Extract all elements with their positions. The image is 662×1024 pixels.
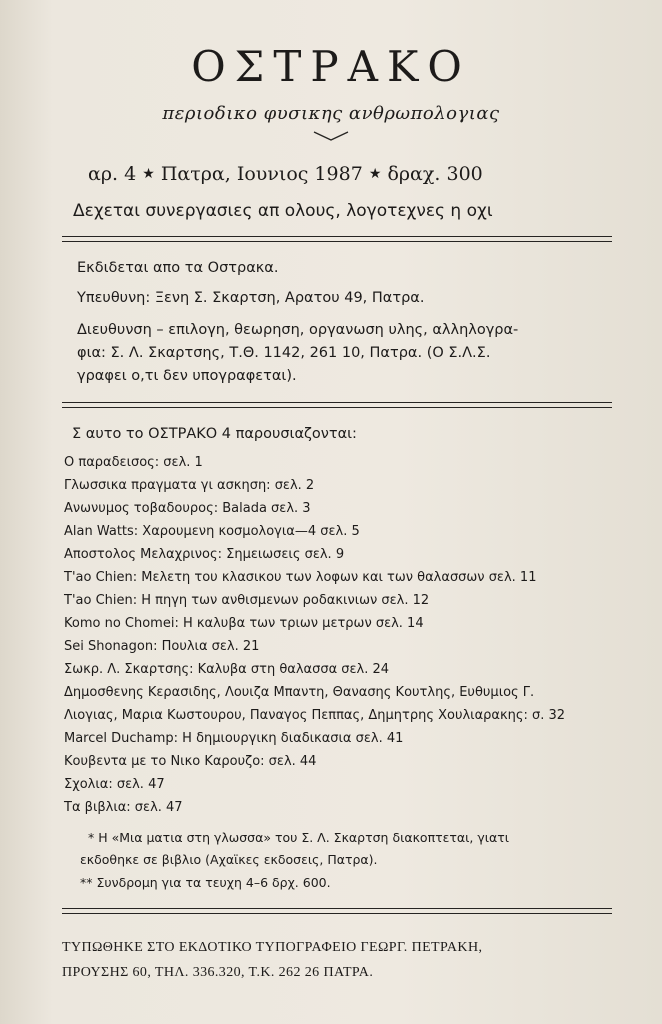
contents-entry: Alan Watts: Χαρουμενη κοσμολογια—4 σελ. 5 — [64, 524, 360, 539]
contents-entry: Δημοσθενης Κερασιδης, Λουιζα Μπαντη, Θανασης Κουτλης, Ευθυμιος Γ. — [64, 685, 535, 700]
contents-heading: Σ αυτο το ΟΣΤΡΑΚΟ 4 παρουσιαζονται: — [72, 426, 357, 442]
contents-entry: Κουβεντα με το Νικο Καρουζο: σελ. 44 — [64, 754, 317, 769]
direction-line: γραφει ο,τι δεν υπογραφεται). — [77, 368, 297, 384]
contents-entry: Λιογιας, Μαρια Κωστουρου, Παναγος Πεππας, Δημητρης Χουλιαρακης: σ. 32 — [64, 708, 566, 723]
editor-line: Υπευθυνη: Ξενη Σ. Σκαρτση, Αρατου 49, Πατρα. — [77, 290, 425, 306]
direction-line: φια: Σ. Λ. Σκαρτσης, Τ.Θ. 1142, 261 10, Πατρα. (Ο Σ.Λ.Σ. — [77, 345, 491, 361]
contents-entry: Τα βιβλια: σελ. 47 — [64, 800, 183, 815]
divider — [62, 241, 612, 242]
direction-line: Διευθυνση – επιλογη, θεωρηση, οργανωση υλης, αλληλογρα- — [77, 322, 519, 338]
contents-entry: T'ao Chien: Μελετη του κλασικου των λοφων και των θαλασσων σελ. 11 — [64, 570, 537, 585]
printer-line: ΤΥΠΩΘΗΚΕ ΣΤΟ ΕΚΔΟΤΙΚΟ ΤΥΠΟΓΡΑΦΕΙΟ ΓΕΩΡΓ. ΠΕΤΡΑΚΗ, — [62, 940, 483, 955]
divider — [62, 402, 612, 403]
contents-entry: Sei Shonagon: Πουλια σελ. 21 — [64, 639, 260, 654]
contents-entry: Σχολια: σελ. 47 — [64, 777, 165, 792]
publisher-line: Εκδιδεται απο τα Οστρακα. — [77, 260, 279, 276]
contents-entry: Ανωνυμος τοβαδουρος: Balada σελ. 3 — [64, 501, 311, 516]
contents-entry: Σωκρ. Λ. Σκαρτσης: Καλυβα στη θαλασσα σελ. 24 — [64, 662, 390, 677]
magazine-subtitle: περιοδικο φυσικης ανθρωπολογιας — [162, 103, 500, 124]
city-date: Πατρα, Ιουνιος 1987 — [160, 163, 363, 185]
contents-entry: Γλωσσικα πραγματα γι ασκηση: σελ. 2 — [64, 478, 315, 493]
contents-entry: T'ao Chien: Η πηγη των ανθισμενων ροδακινιων σελ. 12 — [64, 593, 430, 608]
magazine-title: ΟΣΤΡΑΚΟ — [191, 42, 471, 91]
motto: Δεχεται συνεργασιες απ ολους, λογοτεχνες η οχι — [73, 201, 493, 221]
chevron-ornament-icon — [313, 130, 349, 142]
divider — [62, 913, 612, 914]
issue-number: αρ. 4 — [88, 163, 137, 185]
contents-entry: Αποστολος Μελαχρινος: Σημειωσεις σελ. 9 — [64, 547, 345, 562]
divider — [62, 236, 612, 237]
divider — [62, 908, 612, 909]
price: δραχ. 300 — [387, 163, 483, 185]
star-icon: ★ — [368, 166, 382, 182]
footnote: * Η «Μια ματια στη γλωσσα» του Σ. Λ. Σκαρτση διακοπτεται, γιατι — [88, 830, 509, 845]
footnote: εκδοθηκε σε βιβλιο (Αχαϊκες εκδοσεις, Πατρα). — [80, 852, 378, 867]
contents-entry: Ο παραδεισος: σελ. 1 — [64, 455, 203, 470]
issue-line — [88, 163, 483, 185]
footnote: ** Συνδρομη για τα τευχη 4–6 δρχ. 600. — [80, 875, 331, 890]
contents-entry: Marcel Duchamp: Η δημιουργικη διαδικασια σελ. 41 — [64, 731, 404, 746]
divider — [62, 407, 612, 408]
printer-line: ΠΡΟΥΣΗΣ 60, ΤΗΛ. 336.320, Τ.Κ. 262 26 ΠΑΤΡΑ. — [62, 965, 374, 980]
star-icon: ★ — [142, 166, 155, 182]
contents-entry: Komo no Chomei: Η καλυβα των τριων μετρων σελ. 14 — [64, 616, 424, 631]
